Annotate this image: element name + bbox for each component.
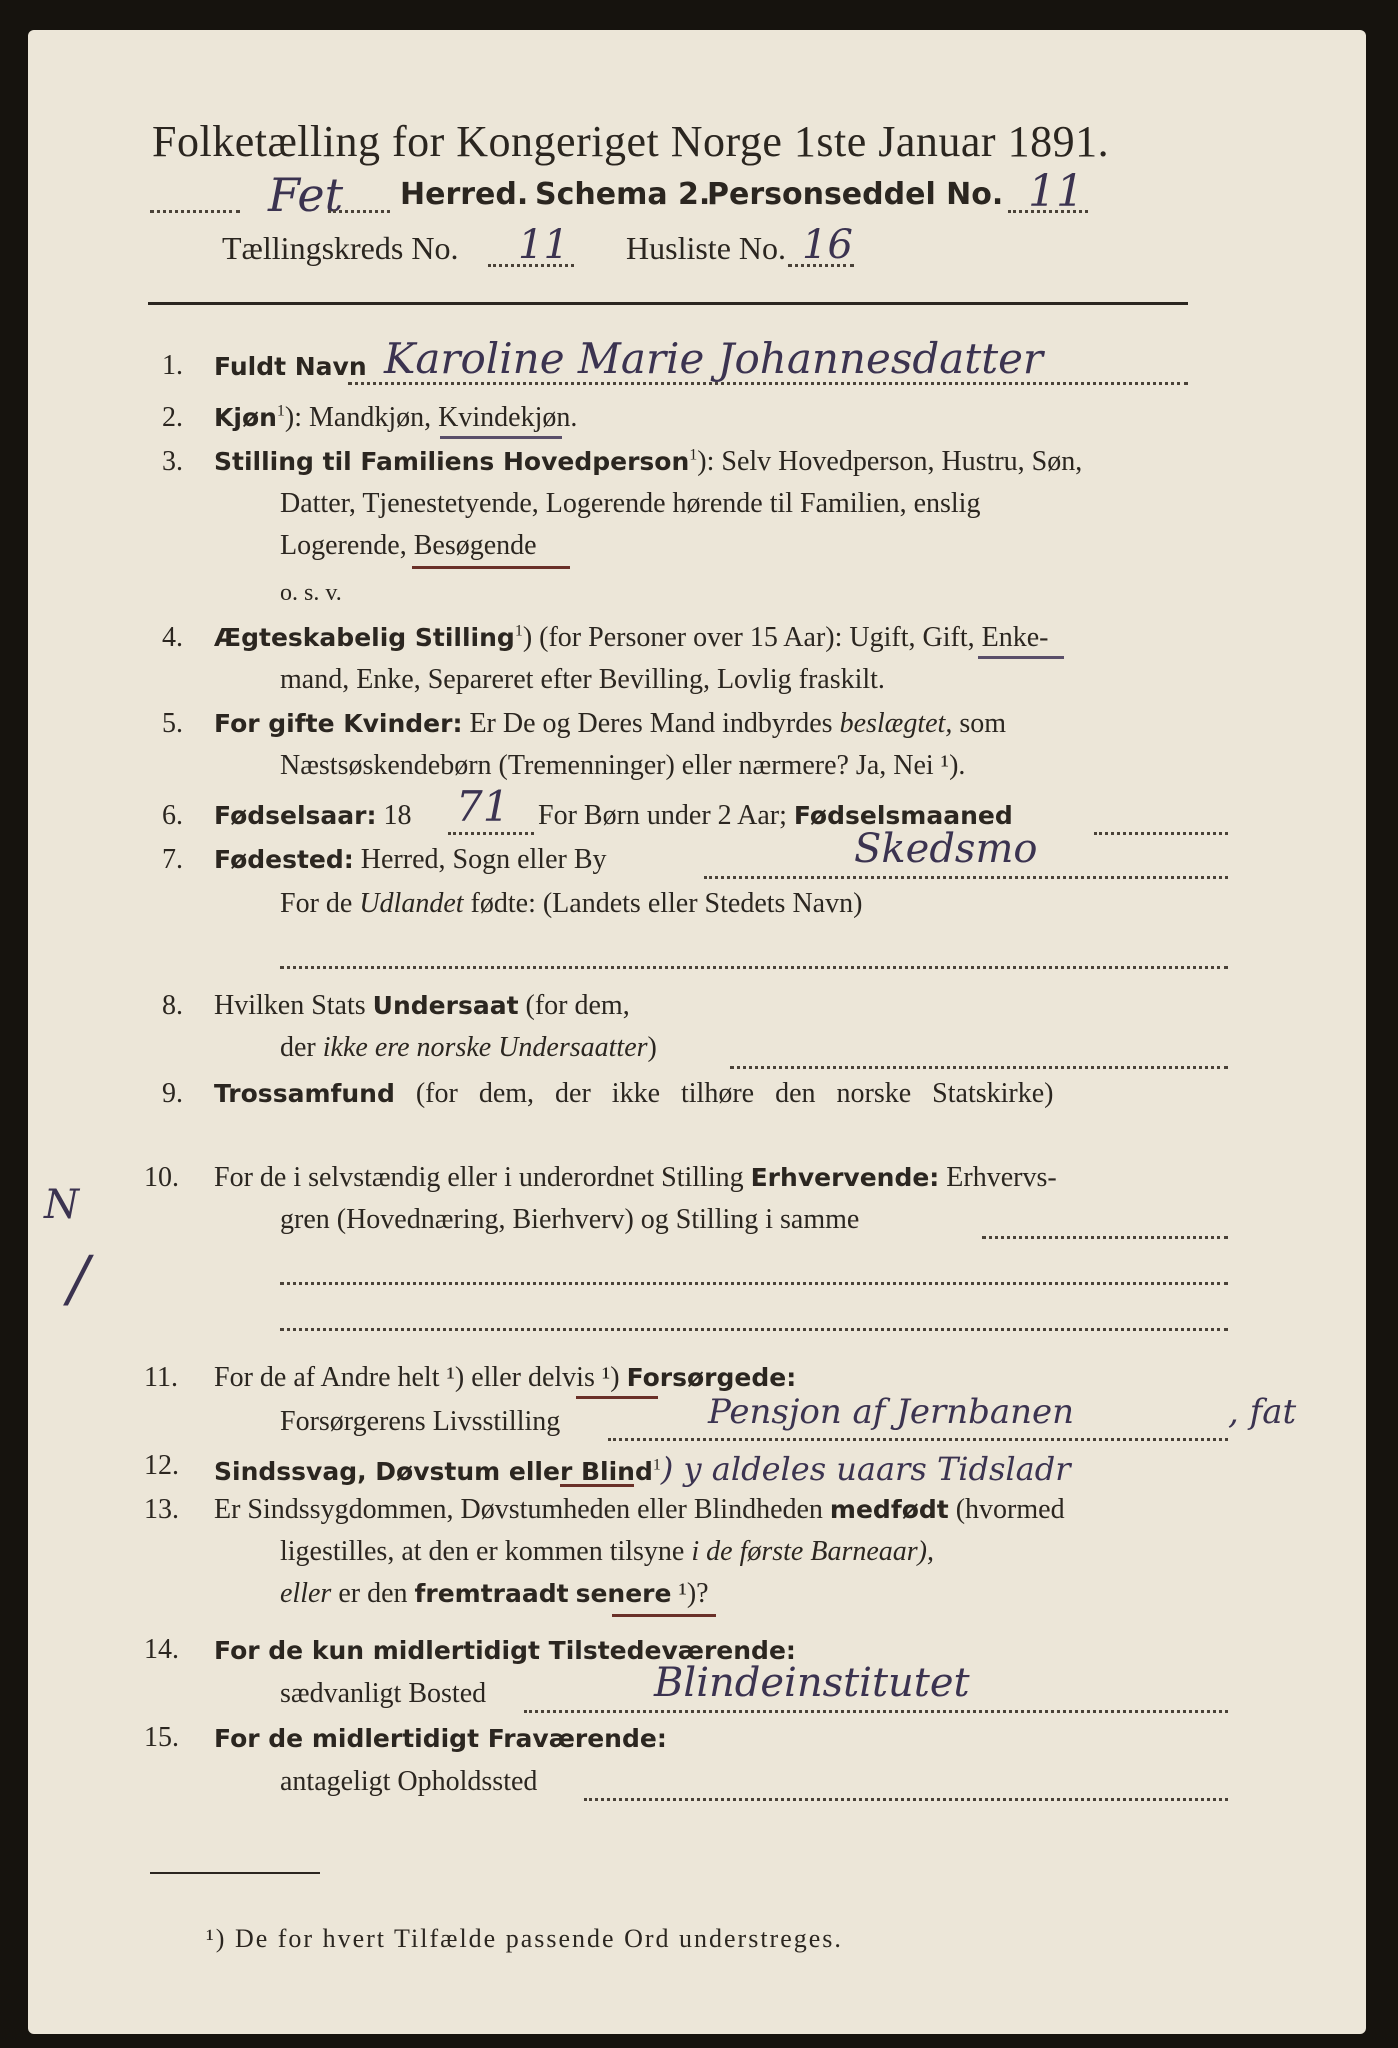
q15-line2: antageligt Opholdssted bbox=[280, 1766, 538, 1797]
item-number-15: 15. bbox=[144, 1722, 179, 1753]
q15-label: For de midlertidigt Fraværende: bbox=[214, 1724, 667, 1753]
q11-line1: For de af Andre helt ¹) eller delvis ¹) Forsørgede: bbox=[214, 1362, 797, 1393]
birthplace-value: Skedsmo bbox=[854, 826, 1038, 872]
margin-mark-b: / bbox=[68, 1242, 89, 1315]
item-number-5: 5. bbox=[162, 708, 183, 739]
q3-line4: o. s. v. bbox=[280, 580, 342, 606]
q14-label: For de kun midlertidigt Tilstedeværende: bbox=[214, 1636, 796, 1665]
q10-line1: For de i selvstændig eller i underordnet Stilling Erhvervende: Erhvervs- bbox=[214, 1162, 1057, 1193]
q7-line2: For de Udlandet fødte: (Landets eller Stedets Navn) bbox=[280, 888, 863, 919]
q12-line: Sindssvag, Døvstum eller Blind$^1$) y aldeles uaars Tidsladr bbox=[214, 1450, 1071, 1488]
herred-label: Herred. bbox=[400, 177, 529, 212]
personseddel-label: Personseddel No. bbox=[707, 177, 1004, 212]
q8-line2: der ikke ere norske Undersaatter) bbox=[280, 1032, 657, 1063]
full-name-value: Karoline Marie Johannesdatter bbox=[384, 334, 1043, 383]
q5-line1: For gifte Kvinder: Er De og Deres Mand indbyrdes beslægtet, som bbox=[214, 708, 1007, 739]
birth-year-value: 71 bbox=[456, 782, 510, 831]
personseddel-value: 11 bbox=[1028, 166, 1084, 217]
kvindekjon-option: Kvindekjøn. bbox=[438, 402, 578, 433]
item-number-14: 14. bbox=[144, 1634, 179, 1665]
q7-line1: Fødested: Herred, Sogn eller By bbox=[214, 844, 607, 875]
census-form bbox=[28, 30, 1366, 2034]
q1-label: Fuldt Navn bbox=[214, 352, 367, 381]
delvis-option: delvis bbox=[527, 1362, 595, 1393]
senere-option: senere bbox=[575, 1579, 672, 1608]
form-title: Folketælling for Kongeriget Norge 1ste Januar 1891. bbox=[152, 117, 1110, 166]
q13-line3: eller er den fremtraadt senere ¹)? bbox=[280, 1578, 709, 1609]
item-number-12: 12. bbox=[144, 1450, 179, 1481]
item-number-3: 3. bbox=[162, 446, 183, 477]
q5-line2: Næstsøskendebørn (Tremenninger) eller nærmere? Ja, Nei ¹). bbox=[280, 750, 966, 781]
husliste-label: Husliste No. bbox=[626, 230, 786, 266]
margin-mark-a: N bbox=[44, 1182, 79, 1228]
item-number-10: 10. bbox=[144, 1162, 179, 1193]
item-number-11: 11. bbox=[144, 1362, 178, 1393]
item-number-7: 7. bbox=[162, 844, 183, 875]
item-number-13: 13. bbox=[144, 1494, 179, 1525]
besogende-option: Besøgende bbox=[413, 530, 537, 561]
provider-occupation-value: Pensjon af Jernbanen bbox=[708, 1392, 1075, 1432]
item-number-2: 2. bbox=[162, 402, 183, 433]
q6-rest: For Børn under 2 Aar; Fødselsmaaned bbox=[538, 800, 1013, 831]
q11-line2: Forsørgerens Livsstilling bbox=[280, 1406, 561, 1437]
husliste-value: 16 bbox=[802, 222, 853, 268]
q10-line2: gren (Hovednæring, Bierhverv) og Stilling i samme bbox=[280, 1204, 860, 1235]
tellingskreds-label: Tællingskreds No. bbox=[222, 230, 459, 266]
herred-value: Fet bbox=[268, 168, 344, 222]
q2-line: Kjøn$^1$): Mandkjøn, Kvindekjøn. bbox=[214, 402, 578, 433]
q3-line3: Logerende, Besøgende bbox=[280, 530, 537, 561]
q4-line1: Ægteskabelig Stilling$^1$) (for Personer over 15 Aar): Ugift, Gift, Enke- bbox=[214, 622, 1049, 653]
ugift-option: Ugift, bbox=[849, 622, 916, 653]
q13-line2: ligestilles, at den er kommen tilsyne i de første Barneaar), bbox=[280, 1536, 934, 1567]
q13-line1: Er Sindssygdommen, Døvstumheden eller Blindheden medfødt (hvormed bbox=[214, 1494, 1065, 1525]
q14-line2: sædvanligt Bosted bbox=[280, 1678, 487, 1709]
q3-line1: Stilling til Familiens Hovedperson$^1$): Selv Hovedperson, Hustru, Søn, bbox=[214, 446, 1083, 477]
schema-label: Schema 2. bbox=[535, 177, 711, 212]
usual-residence-value: Blindeinstitutet bbox=[654, 1660, 970, 1706]
provider-occupation-value-2: , fat bbox=[1228, 1392, 1297, 1432]
disability-value: ) y aldeles uaars Tidsladr bbox=[660, 1450, 1071, 1488]
item-number-1: 1. bbox=[162, 350, 183, 381]
footnote: ¹) De for hvert Tilfælde passende Ord understreges. bbox=[206, 1924, 843, 1953]
item-number-8: 8. bbox=[162, 990, 183, 1021]
q3-line2: Datter, Tjenestetyende, Logerende hørende til Familien, enslig bbox=[280, 488, 981, 519]
q6-label: Fødselsaar: 18 bbox=[214, 800, 412, 831]
item-number-4: 4. bbox=[162, 622, 183, 653]
item-number-9: 9. bbox=[162, 1078, 183, 1109]
blind-option: Blind bbox=[580, 1457, 653, 1486]
item-number-6: 6. bbox=[162, 800, 183, 831]
q4-line2: mand, Enke, Separeret efter Bevilling, Lovlig fraskilt. bbox=[280, 664, 885, 695]
q8-line1: Hvilken Stats Undersaat (for dem, bbox=[214, 990, 630, 1021]
q9-line: Trossamfund (for dem, der ikke tilhøre den norske Statskirke) bbox=[214, 1078, 1054, 1109]
tellingskreds-value: 11 bbox=[518, 222, 569, 268]
